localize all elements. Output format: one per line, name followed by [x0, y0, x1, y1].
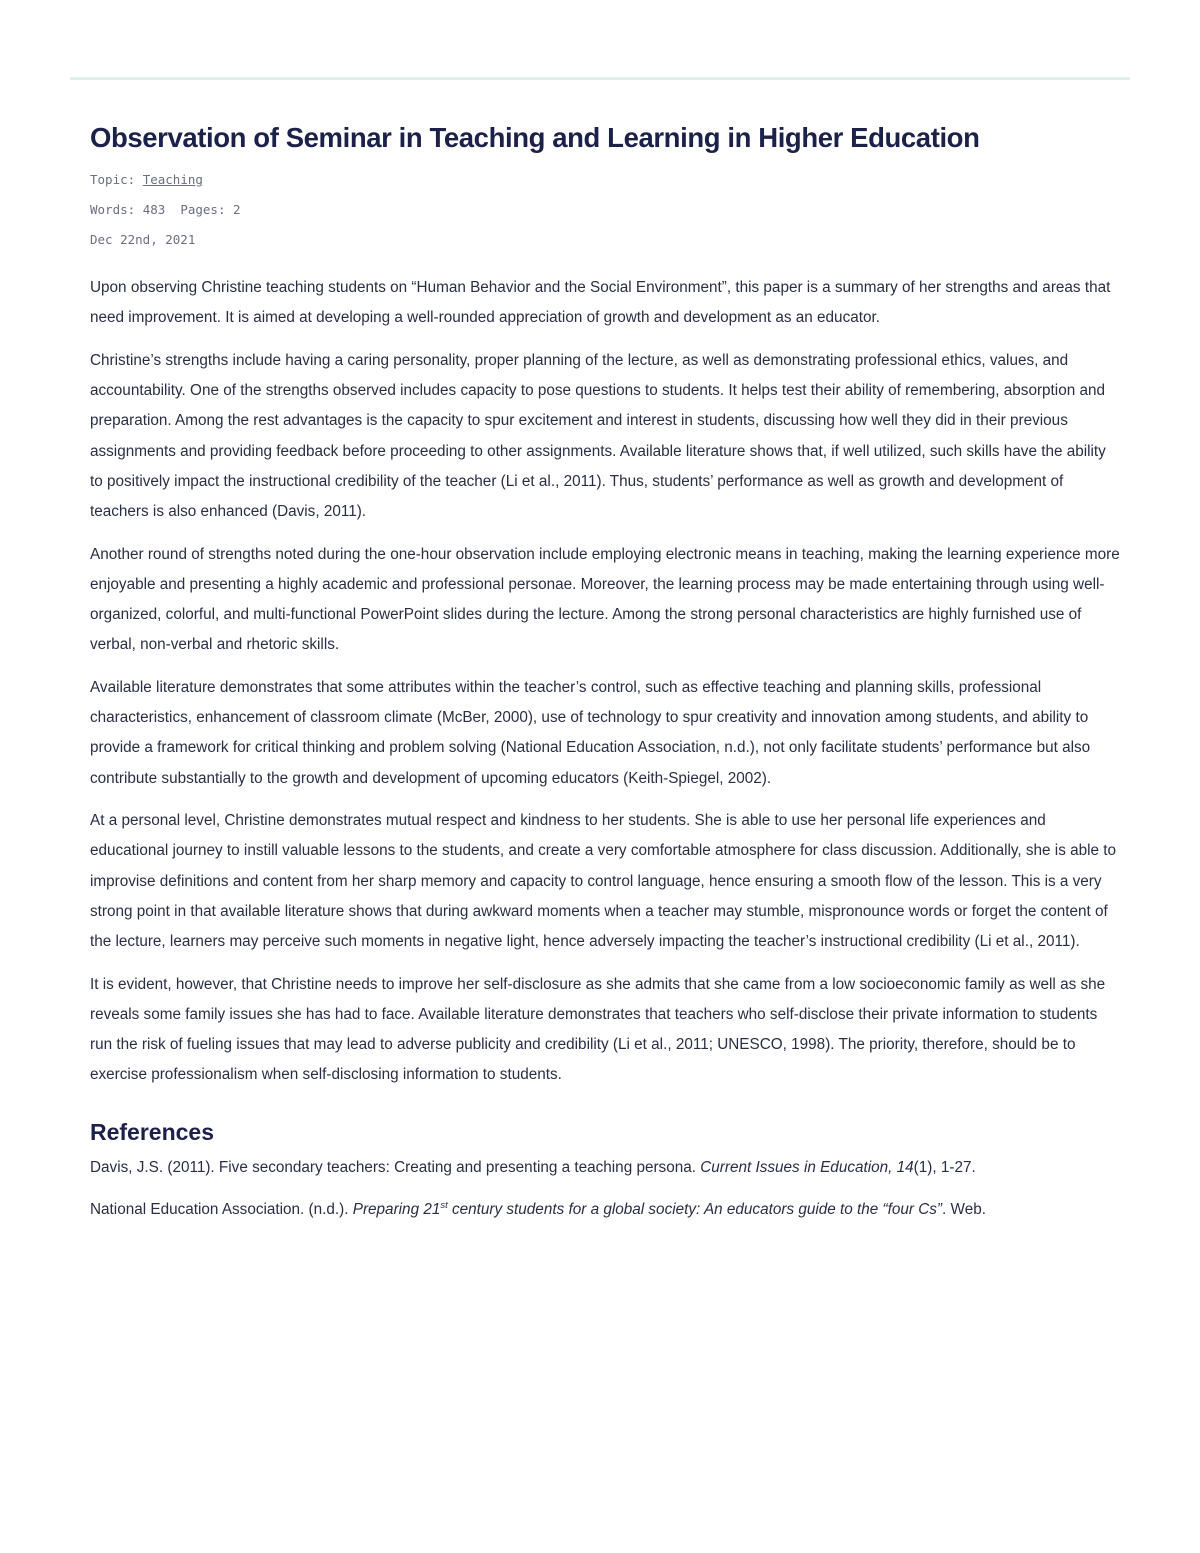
top-divider	[70, 77, 1130, 80]
reference-title-part: century students for a global society: An educators guide to the “four Cs”	[451, 1200, 943, 1218]
references-heading: References	[90, 1118, 215, 1145]
reference-text: Davis, J.S. (2011). Five secondary teachers: Creating and presenting a teaching persona.	[90, 1158, 696, 1176]
words-count: 483	[142, 202, 166, 217]
pages-label: Pages:	[180, 202, 226, 217]
word-page-counts	[90, 202, 1120, 218]
essay-document	[90, 116, 1120, 1237]
reference-item	[90, 1195, 1120, 1225]
reference-title-part: Preparing 21	[352, 1200, 441, 1218]
reference-title	[353, 1201, 942, 1218]
pages-count: 2	[233, 202, 241, 217]
words-label: Words:	[90, 202, 136, 217]
paragraph: Another round of strengths noted during the one-hour observation include employing electronic means in teaching, making the learning experience more enjoyable and presenting a highly academic and professional personae. Moreover, the learning process may be made entertaining through using well-organized, colorful, and multi-functional PowerPoint slides during the lecture. Among the strong personal characteristics are highly furnished use of verbal, non-verbal and rhetoric skills.	[90, 545, 1120, 654]
paragraph: It is evident, however, that Christine needs to improve her self-disclosure as she admits that she came from a low socioeconomic family as well as she reveals some family issues she has had to face. Available literature demonstrates that teachers who self-disclose their private information to students run the risk of fueling issues that may lead to adverse publicity and credibility (Li et al., 2011; UNESCO, 1998). The priority, therefore, should be to exercise professionalism when self-disclosing information to students.	[90, 975, 1106, 1084]
essay-body	[90, 273, 1120, 1091]
paragraph: Available literature demonstrates that some attributes within the teacher’s control, such as effective teaching and planning skills, professional characteristics, enhancement of classroom climate (McBer, 2000), use of technology to spur creativity and innovation among students, and ability to provide a framework for critical thinking and problem solving (National Education Association, n.d.), not only facilitate students’ performance but also contribute substantially to the growth and development of upcoming educators (Keith-Spiegel, 2002).	[90, 678, 1091, 787]
essay-title: Observation of Seminar in Teaching and Learning in Higher Education	[90, 122, 980, 153]
reference-tail: . Web.	[942, 1200, 986, 1218]
reference-issue: (1), 1-27.	[913, 1158, 976, 1176]
reference-journal: Current Issues in Education, 14	[700, 1158, 914, 1176]
publish-date: Dec 22nd, 2021	[90, 232, 196, 247]
paragraph: Upon observing Christine teaching students on “Human Behavior and the Social Environment”, this paper is a summary of her strengths and areas that need improvement. It is aimed at developing a well-rounded appreciation of growth and development as an educator.	[90, 279, 1111, 327]
reference-text: National Education Association. (n.d.).	[90, 1200, 349, 1218]
topic-link[interactable]: Teaching	[142, 172, 203, 187]
paragraph: At a personal level, Christine demonstrates mutual respect and kindness to her students. She is able to use her personal life experiences and educational journey to instill valuable lessons to the students, and create a very comfortable atmosphere for class discussion. Additionally, she is able to improvise definitions and content from her sharp memory and capacity to control language, hence ensuring a smooth flow of the lesson. This is a very strong point in that available literature shows that during awkward moments when a teacher may stumble, mispronounce words or forget the content of the lecture, learners may perceive such moments in negative light, hence adversely impacting the teacher’s instructional credibility (Li et al., 2011).	[90, 812, 1117, 951]
reference-title-superscript: st	[440, 1199, 448, 1211]
paragraph: Christine’s strengths include having a caring personality, proper planning of the lecture, as well as demonstrating professional ethics, values, and accountability. One of the strengths observed includes capacity to pose questions to students. It helps test their ability of remembering, absorption and preparation. Among the rest advantages is the capacity to spur excitement and interest in students, discussing how well they did in their previous assignments and providing feedback before proceeding to other assignments. Available literature shows that, if well utilized, such skills have the ability to positively impact the instructional credibility of the teacher (Li et al., 2011). Thus, students’ performance as well as growth and development of teachers is also enhanced (Davis, 2011).	[90, 351, 1106, 520]
reference-item	[90, 1153, 1120, 1183]
topic-label: Topic:	[90, 172, 136, 187]
topic-line	[90, 172, 1120, 188]
